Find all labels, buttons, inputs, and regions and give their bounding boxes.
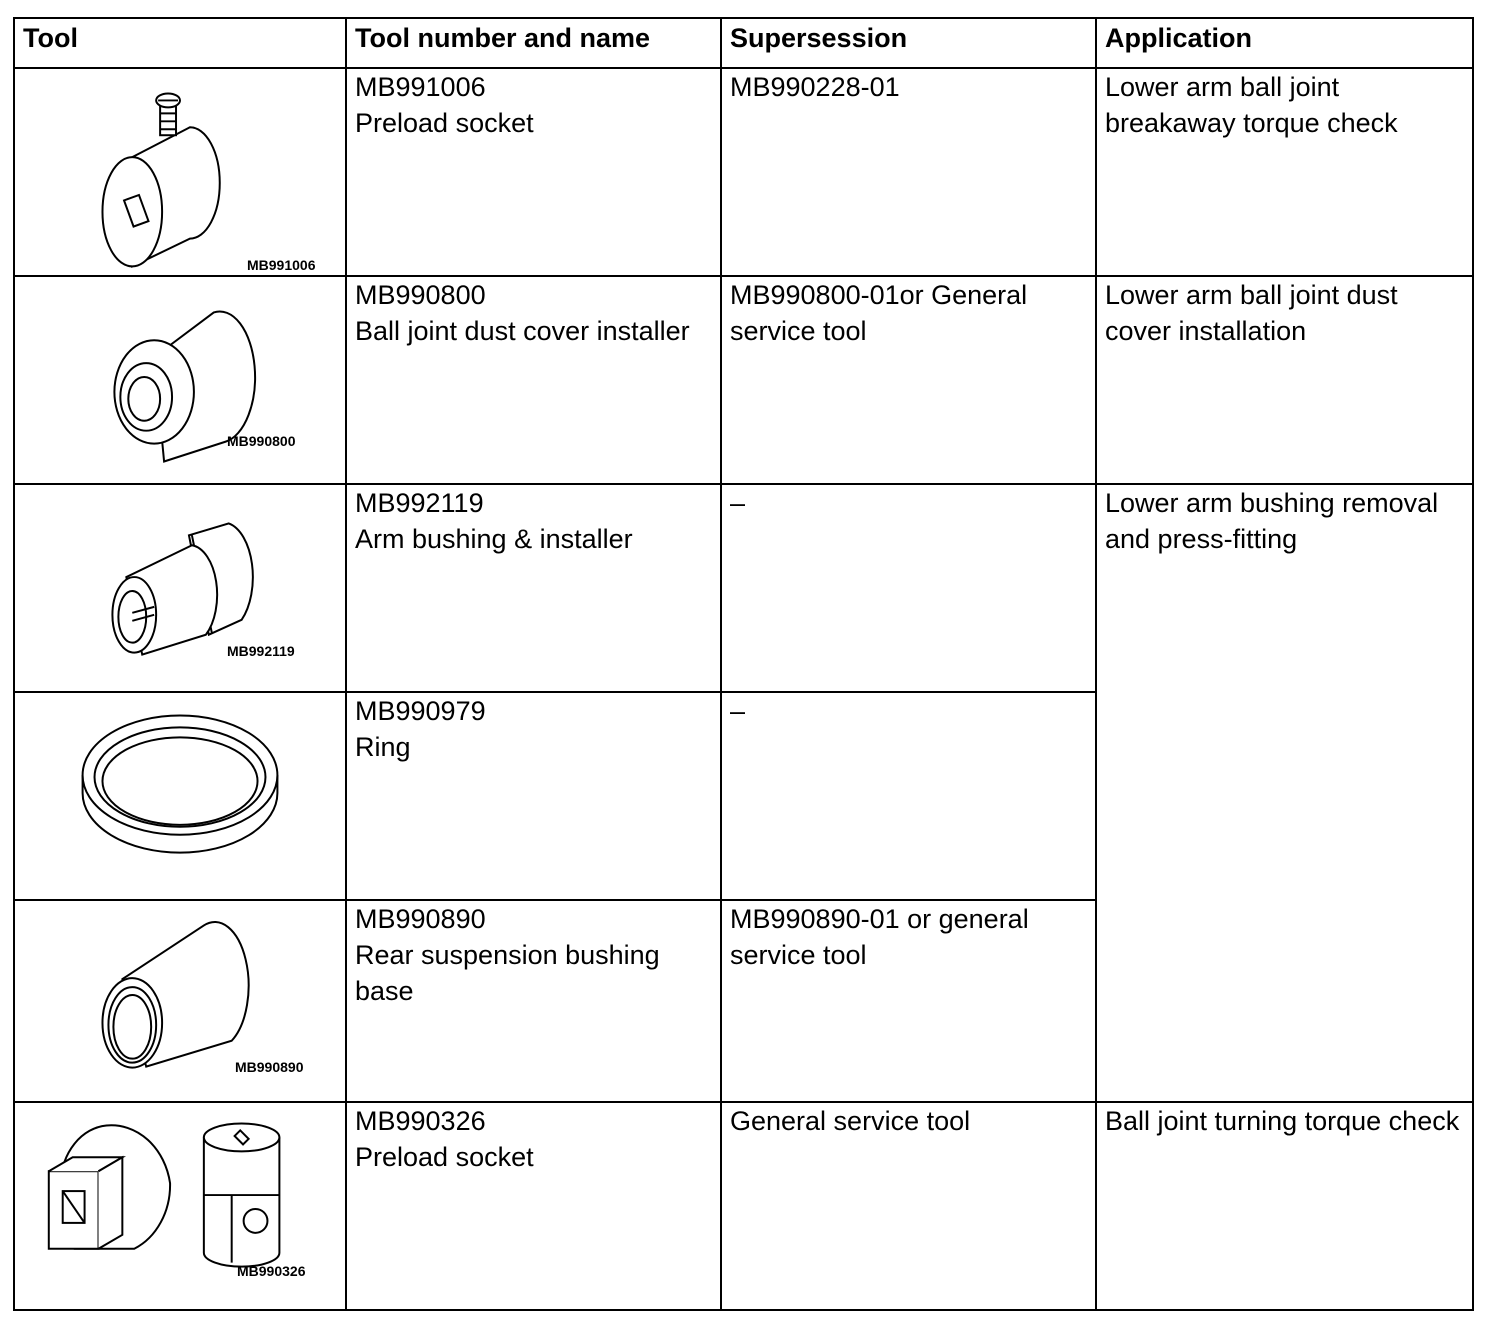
- supersession-cell: MB990228-01: [721, 68, 1096, 276]
- tool-number: MB990890: [355, 904, 486, 934]
- tool-code-label: MB992119: [227, 643, 295, 659]
- tool-number-name-cell: [346, 692, 721, 900]
- header-tool-number-name: Tool number and name: [346, 18, 721, 68]
- tool-code-label: MB990890: [235, 1059, 304, 1075]
- supersession-cell: MB990800-01or General service tool: [721, 276, 1096, 484]
- tool-number: MB991006: [355, 72, 486, 102]
- supersession-cell: General service tool: [721, 1102, 1096, 1310]
- tool-number: MB990979: [355, 696, 486, 726]
- tool-name: Ring: [355, 732, 411, 762]
- supersession-cell: –: [721, 692, 1096, 900]
- tool-code-label: MB991006: [247, 257, 316, 273]
- tool-number-name-cell: [346, 484, 721, 692]
- supersession-cell: MB990890-01 or general service tool: [721, 900, 1096, 1102]
- tool-name: Ball joint dust cover installer: [355, 316, 690, 346]
- preload-socket-icon: [15, 69, 345, 275]
- tool-number-name-cell: [346, 900, 721, 1102]
- header-application: Application: [1096, 18, 1473, 68]
- tool-name: Arm bushing & installer: [355, 524, 633, 554]
- tool-image-cell: [14, 692, 346, 900]
- ring-icon: [15, 693, 345, 899]
- tool-number: MB990800: [355, 280, 486, 310]
- table-row: [14, 1102, 1473, 1310]
- dust-cover-installer-icon: [15, 277, 345, 483]
- table-row: [14, 276, 1473, 484]
- special-tools-table: [13, 17, 1474, 1311]
- header-tool: Tool: [14, 18, 346, 68]
- tool-number-name-cell: [346, 1102, 721, 1310]
- tool-number-name-cell: [346, 68, 721, 276]
- application-cell: Ball joint turning torque check: [1096, 1102, 1473, 1310]
- header-supersession: Supersession: [721, 18, 1096, 68]
- tool-number: MB992119: [355, 488, 484, 518]
- tool-image-cell: [14, 1102, 346, 1310]
- tool-number: MB990326: [355, 1106, 486, 1136]
- tool-image-cell: [14, 68, 346, 276]
- tool-number-name-cell: [346, 276, 721, 484]
- arm-bushing-installer-icon: [15, 485, 345, 691]
- tool-name: Preload socket: [355, 1142, 534, 1172]
- tool-code-label: MB990326: [237, 1263, 306, 1279]
- table-row: [14, 484, 1473, 692]
- table-row: [14, 68, 1473, 276]
- application-cell: Lower arm ball joint breakaway torque check: [1096, 68, 1473, 276]
- tool-name: Preload socket: [355, 108, 534, 138]
- application-cell: Lower arm bushing removal and press-fitting: [1096, 484, 1473, 1102]
- header-row: [14, 18, 1473, 68]
- tool-name: Rear suspension bushing base: [355, 940, 660, 1006]
- tool-image-cell: [14, 900, 346, 1102]
- tool-image-cell: [14, 276, 346, 484]
- application-cell: Lower arm ball joint dust cover installation: [1096, 276, 1473, 484]
- tool-code-label: MB990800: [227, 433, 296, 449]
- supersession-cell: –: [721, 484, 1096, 692]
- tool-image-cell: [14, 484, 346, 692]
